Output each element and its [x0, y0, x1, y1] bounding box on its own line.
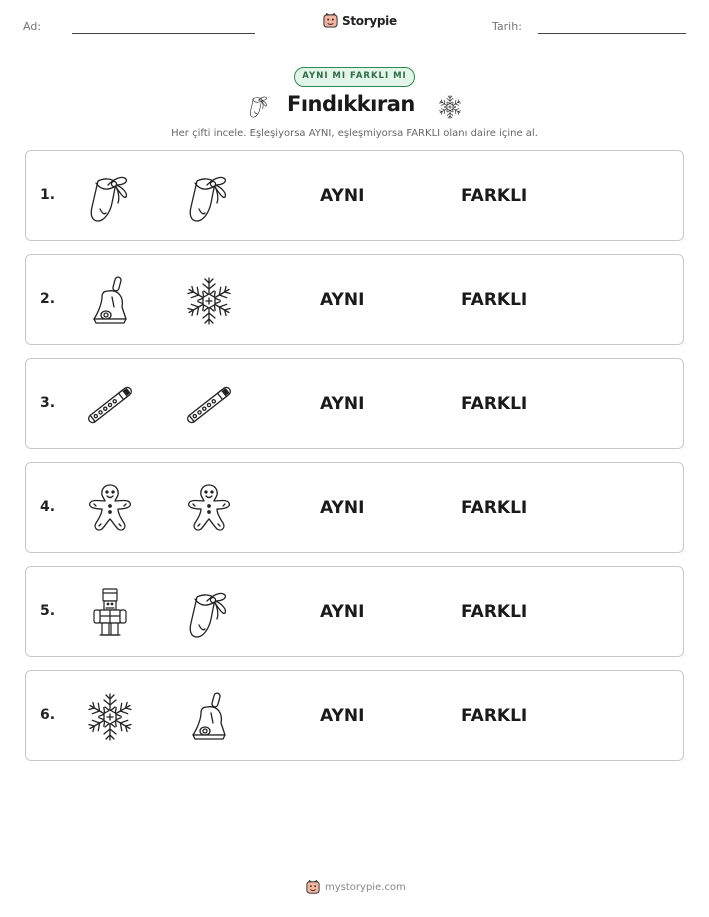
question-row [25, 566, 684, 657]
brand-name: Storypie [342, 13, 397, 28]
option-same[interactable]: AYNI [320, 186, 365, 206]
instructions: Her çifti incele. Eşleşiyorsa AYNI, eşleşmiyorsa FARKLI olanı daire içine al. [171, 128, 538, 139]
option-different[interactable]: FARKLI [461, 706, 528, 726]
question-number: 1. [40, 187, 56, 203]
option-different[interactable]: FARKLI [461, 602, 528, 622]
snowflake-icon [181, 273, 237, 329]
ballet-shoe-icon [181, 169, 237, 225]
option-same[interactable]: AYNI [320, 498, 365, 518]
flute-icon [82, 377, 138, 433]
gingerbread-man-icon [181, 481, 237, 537]
question-row [25, 462, 684, 553]
storypie-logo-icon [323, 13, 338, 28]
question-number: 5. [40, 603, 56, 619]
option-different[interactable]: FARKLI [461, 498, 528, 518]
option-different[interactable]: FARKLI [461, 394, 528, 414]
date-label: Tarih: [492, 20, 522, 33]
option-same[interactable]: AYNI [320, 706, 365, 726]
option-different[interactable]: FARKLI [461, 290, 528, 310]
bell-icon [82, 273, 138, 329]
flute-icon [181, 377, 237, 433]
option-same[interactable]: AYNI [320, 602, 365, 622]
page-title: Fındıkkıran [287, 92, 415, 116]
ballet-shoe-icon [82, 169, 138, 225]
question-number: 4. [40, 499, 56, 515]
nutcracker-icon [82, 585, 138, 641]
question-row [25, 358, 684, 449]
snowflake-icon [436, 93, 464, 121]
option-same[interactable]: AYNI [320, 290, 365, 310]
question-number: 2. [40, 291, 56, 307]
name-label: Ad: [23, 20, 42, 33]
date-line[interactable] [538, 33, 686, 34]
question-number: 3. [40, 395, 56, 411]
question-row [25, 670, 684, 761]
question-row [25, 254, 684, 345]
bell-icon [181, 689, 237, 745]
footer [306, 880, 406, 894]
ballet-shoe-icon [246, 92, 272, 120]
option-same[interactable]: AYNI [320, 394, 365, 414]
question-number: 6. [40, 707, 56, 723]
storypie-logo-icon [306, 880, 320, 894]
option-different[interactable]: FARKLI [461, 186, 528, 206]
ballet-shoe-icon [181, 585, 237, 641]
footer-url[interactable]: mystorypie.com [325, 881, 406, 893]
brand-logo [323, 13, 397, 28]
gingerbread-man-icon [82, 481, 138, 537]
name-line[interactable] [72, 33, 255, 34]
question-row [25, 150, 684, 241]
snowflake-icon [82, 689, 138, 745]
worksheet-type-badge: AYNI MI FARKLI MI [294, 67, 415, 87]
